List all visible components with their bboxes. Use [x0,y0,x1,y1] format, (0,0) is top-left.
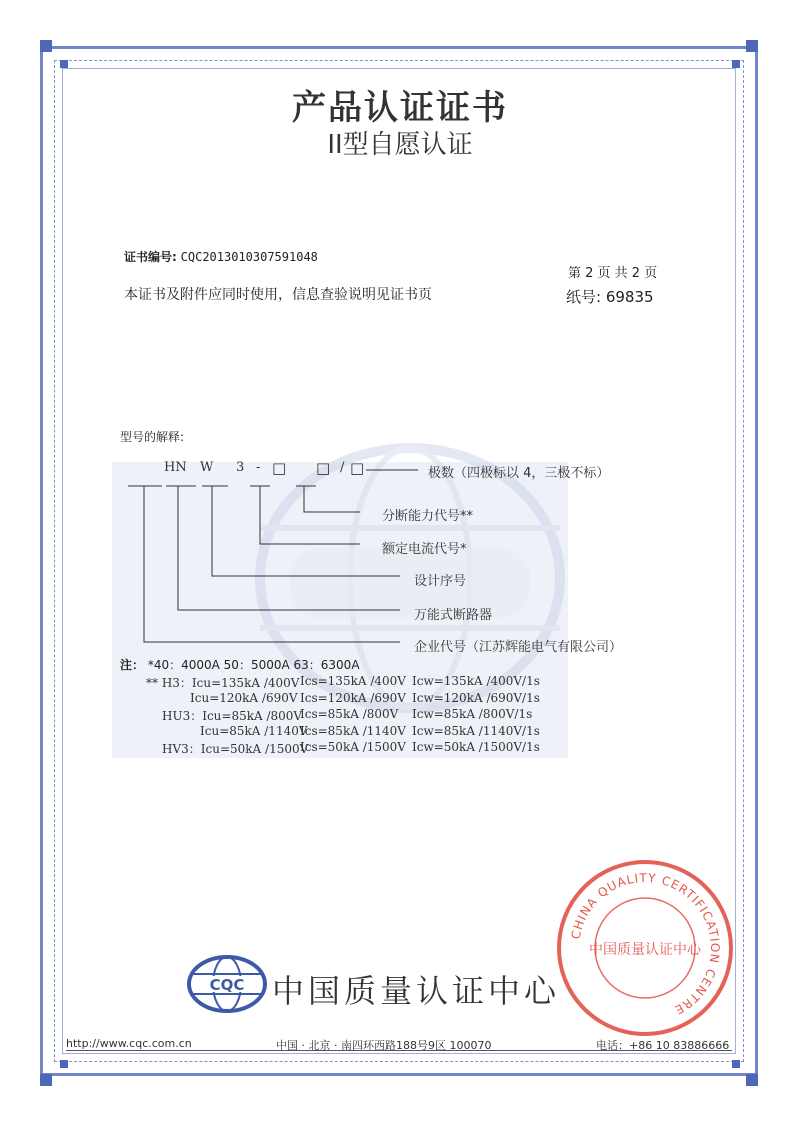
label-company-code: 企业代号（江苏辉能电气有限公司） [414,640,623,655]
certificate-subtitle: II型自愿认证 [327,130,473,160]
certificate-title: 产品认证证书 [292,88,508,128]
cqc-logo-icon [186,954,268,1014]
corner-ornament-br [746,1074,758,1086]
note-h3-ics: Ics=135kA /400V [300,674,406,688]
paper-number-label: 纸号: [566,288,602,306]
note-hu3-icw: Icw=85kA /800V/1s [412,707,533,721]
corner-ornament-bl-small [60,1060,68,1068]
note-h3-ics-690: Ics=120kA /690V [300,691,406,705]
corner-ornament-br-small [732,1060,740,1068]
note-current-values: *40：4000A 50：5000A 63：6300A [147,658,360,672]
note-hv3-ics: Ics=50kA /1500V [300,740,406,754]
corner-ornament-tl-small [60,60,68,68]
seal-inner-text: 中国质量认证中心 [589,942,701,958]
label-poles: 极数（四极标以 4，三极不标） [428,466,610,481]
corner-ornament-tr-small [732,60,740,68]
corner-ornament-tl [40,40,52,52]
footer-address: 中国 · 北京 · 南四环西路188号9区 100070 [276,1039,492,1052]
footer-phone: 电话：+86 10 83886666 [596,1039,730,1052]
note-h3-icw-690: Icw=120kA /690V/1s [412,691,540,705]
note-h3-icw: Icw=135kA /400V/1s [412,674,540,688]
note-current-codes [120,656,360,673]
seal-ring-text: CHINA QUALITY CERTIFICATION CENTRE [568,870,723,1018]
label-universal-breaker: 万能式断路器 [414,608,493,623]
code-box-poles: □ [350,459,365,477]
code-slash: / [340,460,345,475]
note-hu3-ics-1140: Ics=85kA /1140V [300,724,406,738]
note-h3-icu: ** H3：Icu=135kA /400V [146,676,300,690]
note-hv3-icu: HV3：Icu=50kA /1500V [162,742,309,756]
note-h3-icu-690: Icu=120kA /690V [190,691,298,705]
label-design-no: 设计序号 [414,574,467,589]
code-3: 3 [236,460,245,475]
usage-note: 本证书及附件应同时使用，信息查验说明见证书页 [124,287,432,303]
cert-number-row [124,248,318,265]
cert-number-value: CQC2013010307591048 [180,250,318,264]
cqc-logo-mark: CQC [209,976,245,994]
code-box-breaking: □ [316,459,331,477]
official-seal [555,858,735,1038]
note-prefix: 注： [120,658,145,672]
model-bracket-lines [110,466,430,656]
label-breaking-capacity: 分断能力代号** [382,509,474,524]
paper-number-row [566,286,654,307]
corner-ornament-tr [746,40,758,52]
footer-divider [66,1050,732,1051]
organization-name: 中国质量认证中心 [272,972,561,1010]
code-w: W [200,460,214,475]
page-indicator: 第 2 页 共 2 页 [568,266,658,281]
cert-number-label: 证书编号: [124,250,177,264]
paper-number-value: 69835 [605,288,654,306]
footer-website[interactable]: http://www.cqc.com.cn [66,1037,192,1050]
note-hu3-icu-1140: Icu=85kA /1140V [200,724,308,738]
corner-ornament-bl [40,1074,52,1086]
code-hn: HN [164,460,187,475]
note-hu3-icw-1140: Icw=85kA /1140V/1s [412,724,540,738]
note-hu3-ics: Ics=85kA /800V [300,707,399,721]
note-hv3-icw: Icw=50kA /1500V/1s [412,740,540,754]
code-dash: - [256,460,261,475]
label-rated-current: 额定电流代号* [382,542,467,557]
model-explanation-heading: 型号的解释: [120,430,185,444]
note-hu3-icu: HU3：Icu=85kA /800V [162,709,303,723]
code-box-current: □ [272,459,287,477]
